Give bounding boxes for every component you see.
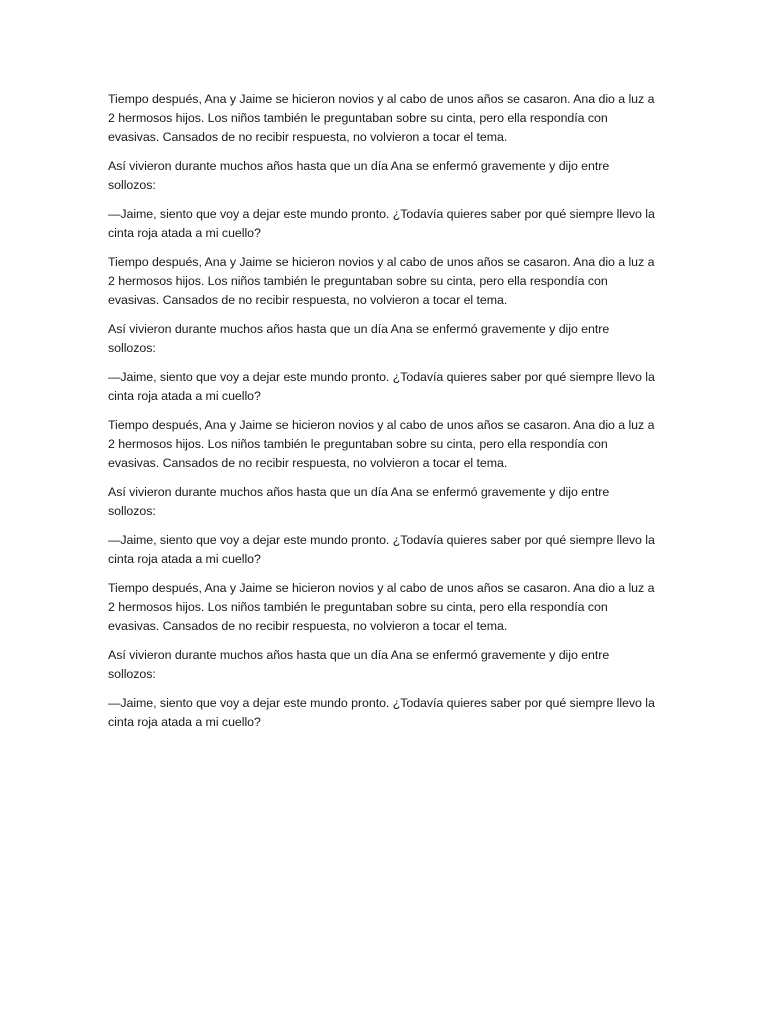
paragraph-8: Así vivieron durante muchos años hasta que un día Ana se enfermó gravemente y dijo entre sollozos:: [108, 485, 610, 518]
paragraph-10: Tiempo después, Ana y Jaime se hicieron novios y al cabo de unos años se casaron. Ana dio a luz a 2 hermosos hijos. Los niños también le preguntaban sobre su cinta, pero ella respondía con evasivas. Cansados de no recibir respuesta, no volvieron a tocar el tema.: [108, 581, 655, 633]
paragraph-6: —Jaime, siento que voy a dejar este mundo pronto. ¿Todavía quieres saber por qué siempre llevo la cinta roja atada a mi cuello?: [108, 370, 655, 403]
paragraph-11: Así vivieron durante muchos años hasta que un día Ana se enfermó gravemente y dijo entre sollozos:: [108, 648, 610, 681]
paragraph-5: Así vivieron durante muchos años hasta que un día Ana se enfermó gravemente y dijo entre sollozos:: [108, 322, 610, 355]
paragraph-7: Tiempo después, Ana y Jaime se hicieron novios y al cabo de unos años se casaron. Ana dio a luz a 2 hermosos hijos. Los niños también le preguntaban sobre su cinta, pero ella respondía con evasivas. Cansados de no recibir respuesta, no volvieron a tocar el tema.: [108, 418, 655, 470]
paragraph-2: Así vivieron durante muchos años hasta que un día Ana se enfermó gravemente y dijo entre sollozos:: [108, 159, 610, 192]
paragraph-3: —Jaime, siento que voy a dejar este mundo pronto. ¿Todavía quieres saber por qué siempre llevo la cinta roja atada a mi cuello?: [108, 207, 655, 240]
paragraph-4: Tiempo después, Ana y Jaime se hicieron novios y al cabo de unos años se casaron. Ana dio a luz a 2 hermosos hijos. Los niños también le preguntaban sobre su cinta, pero ella respondía con evasivas. Cansados de no recibir respuesta, no volvieron a tocar el tema.: [108, 255, 655, 307]
paragraph-12: —Jaime, siento que voy a dejar este mundo pronto. ¿Todavía quieres saber por qué siempre llevo la cinta roja atada a mi cuello?: [108, 696, 655, 729]
paragraph-9: —Jaime, siento que voy a dejar este mundo pronto. ¿Todavía quieres saber por qué siempre llevo la cinta roja atada a mi cuello?: [108, 533, 655, 566]
paragraph-1: Tiempo después, Ana y Jaime se hicieron novios y al cabo de unos años se casaron. Ana dio a luz a 2 hermosos hijos. Los niños también le preguntaban sobre su cinta, pero ella respondía con evasivas. Cansados de no recibir respuesta, no volvieron a tocar el tema.: [108, 92, 655, 144]
